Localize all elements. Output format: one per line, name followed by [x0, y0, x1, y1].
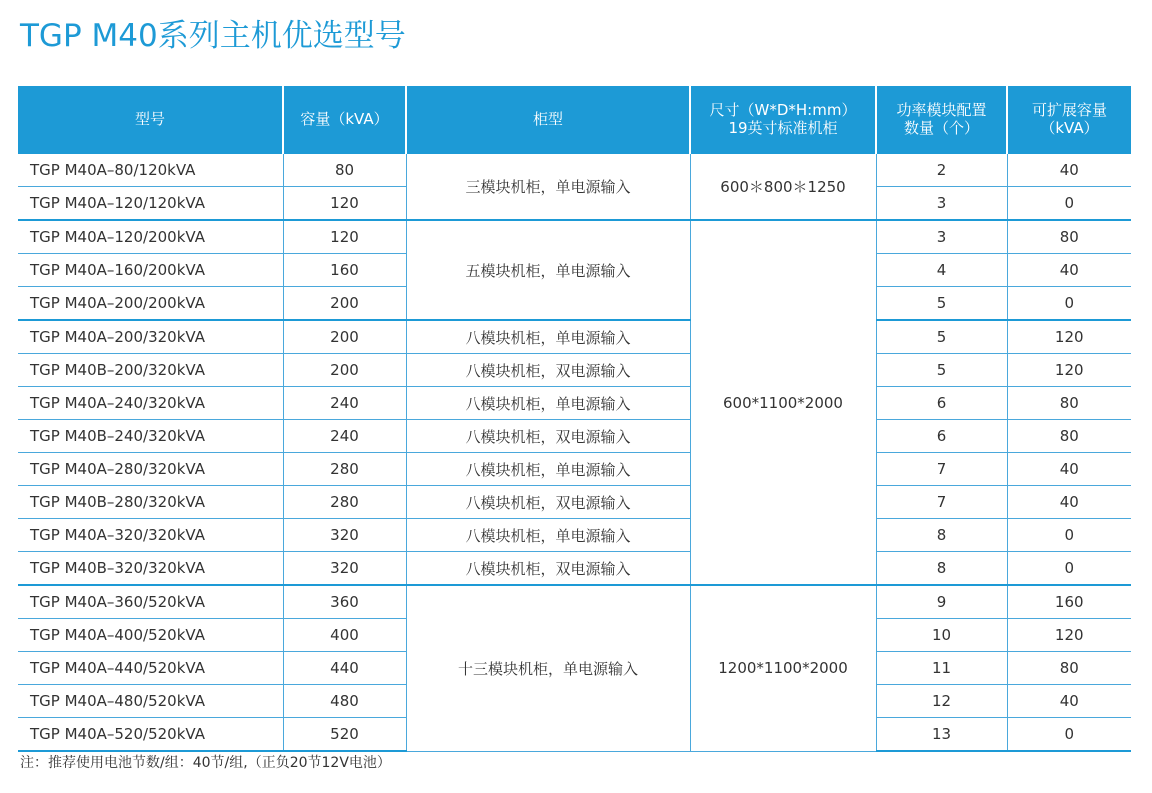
model-cell: TGP M40B–200/320kVA	[18, 354, 283, 387]
table-row	[18, 153, 1131, 187]
expand-cell: 160	[1007, 585, 1131, 619]
expand-cell: 120	[1007, 619, 1131, 652]
expand-cell: 0	[1007, 187, 1131, 221]
model-cell: TGP M40A–440/520kVA	[18, 652, 283, 685]
modules-cell: 8	[876, 519, 1007, 552]
model-cell: TGP M40A–360/520kVA	[18, 585, 283, 619]
model-cell: TGP M40A–160/200kVA	[18, 254, 283, 287]
header-expand-line2: （kVA）	[1040, 119, 1099, 137]
cabinet-cell: 八模块机柜，单电源输入	[406, 387, 690, 420]
footnote: 注：推荐使用电池节数/组：40节/组,（正负20节12V电池）	[20, 755, 391, 771]
expand-cell: 40	[1007, 685, 1131, 718]
table-row	[18, 387, 1131, 420]
header-modules	[876, 86, 1007, 153]
cabinet-cell: 八模块机柜，双电源输入	[406, 486, 690, 519]
expand-cell: 80	[1007, 652, 1131, 685]
header-model: 型号	[18, 86, 283, 153]
cabinet-cell: 八模块机柜，单电源输入	[406, 320, 690, 354]
model-cell: TGP M40A–240/320kVA	[18, 387, 283, 420]
header-modules-line1: 功率模块配置	[896, 101, 987, 119]
modules-cell: 5	[876, 287, 1007, 321]
model-cell: TGP M40A–200/320kVA	[18, 320, 283, 354]
header-expand	[1007, 86, 1131, 153]
model-cell: TGP M40A–400/520kVA	[18, 619, 283, 652]
expand-cell: 0	[1007, 718, 1131, 752]
table-row	[18, 220, 1131, 254]
cabinet-cell: 八模块机柜，单电源输入	[406, 519, 690, 552]
size-cell: 600＊800＊1250	[690, 153, 876, 220]
capacity-cell: 280	[283, 486, 406, 519]
model-cell: TGP M40B–240/320kVA	[18, 420, 283, 453]
expand-cell: 0	[1007, 287, 1131, 321]
table-header-row	[18, 86, 1131, 153]
page-title: TGP M40系列主机优选型号	[20, 18, 406, 54]
capacity-cell: 240	[283, 420, 406, 453]
capacity-cell: 240	[283, 387, 406, 420]
cabinet-cell: 五模块机柜，单电源输入	[406, 220, 690, 320]
model-cell: TGP M40A–520/520kVA	[18, 718, 283, 752]
expand-cell: 40	[1007, 153, 1131, 187]
expand-cell: 80	[1007, 220, 1131, 254]
header-expand-line1: 可扩展容量	[1031, 101, 1107, 119]
modules-cell: 5	[876, 320, 1007, 354]
modules-cell: 8	[876, 552, 1007, 586]
model-cell: TGP M40B–280/320kVA	[18, 486, 283, 519]
capacity-cell: 400	[283, 619, 406, 652]
model-cell: TGP M40A–120/120kVA	[18, 187, 283, 221]
modules-cell: 3	[876, 187, 1007, 221]
table-row	[18, 320, 1131, 354]
modules-cell: 12	[876, 685, 1007, 718]
modules-cell: 11	[876, 652, 1007, 685]
header-capacity: 容量（kVA）	[283, 86, 406, 153]
modules-cell: 7	[876, 486, 1007, 519]
header-size	[690, 86, 876, 153]
expand-cell: 120	[1007, 354, 1131, 387]
cabinet-cell: 十三模块机柜，单电源输入	[406, 585, 690, 751]
expand-cell: 40	[1007, 486, 1131, 519]
cabinet-cell: 八模块机柜，双电源输入	[406, 552, 690, 586]
model-cell: TGP M40A–320/320kVA	[18, 519, 283, 552]
table-row	[18, 552, 1131, 586]
model-table	[18, 86, 1131, 752]
size-cell: 600*1100*2000	[690, 220, 876, 585]
cabinet-cell: 八模块机柜，单电源输入	[406, 453, 690, 486]
expand-cell: 120	[1007, 320, 1131, 354]
table-row	[18, 453, 1131, 486]
model-cell: TGP M40B–320/320kVA	[18, 552, 283, 586]
modules-cell: 6	[876, 420, 1007, 453]
capacity-cell: 200	[283, 320, 406, 354]
model-cell: TGP M40A–280/320kVA	[18, 453, 283, 486]
header-cabinet: 柜型	[406, 86, 690, 153]
capacity-cell: 160	[283, 254, 406, 287]
capacity-cell: 120	[283, 187, 406, 221]
table-row	[18, 486, 1131, 519]
table-row	[18, 354, 1131, 387]
expand-cell: 80	[1007, 420, 1131, 453]
capacity-cell: 520	[283, 718, 406, 752]
table-row	[18, 519, 1131, 552]
capacity-cell: 200	[283, 354, 406, 387]
capacity-cell: 480	[283, 685, 406, 718]
modules-cell: 4	[876, 254, 1007, 287]
expand-cell: 0	[1007, 552, 1131, 586]
expand-cell: 80	[1007, 387, 1131, 420]
cabinet-cell: 八模块机柜，双电源输入	[406, 354, 690, 387]
capacity-cell: 320	[283, 519, 406, 552]
table-row	[18, 420, 1131, 453]
expand-cell: 40	[1007, 453, 1131, 486]
modules-cell: 5	[876, 354, 1007, 387]
header-size-line2: 19英寸标准机柜	[728, 119, 838, 137]
modules-cell: 3	[876, 220, 1007, 254]
header-size-line1: 尺寸（W*D*H:mm）	[709, 101, 857, 119]
capacity-cell: 320	[283, 552, 406, 586]
modules-cell: 10	[876, 619, 1007, 652]
model-cell: TGP M40A–80/120kVA	[18, 153, 283, 187]
modules-cell: 9	[876, 585, 1007, 619]
size-cell: 1200*1100*2000	[690, 585, 876, 751]
cabinet-cell: 三模块机柜，单电源输入	[406, 153, 690, 220]
modules-cell: 7	[876, 453, 1007, 486]
model-cell: TGP M40A–120/200kVA	[18, 220, 283, 254]
capacity-cell: 120	[283, 220, 406, 254]
model-cell: TGP M40A–200/200kVA	[18, 287, 283, 321]
modules-cell: 2	[876, 153, 1007, 187]
capacity-cell: 360	[283, 585, 406, 619]
capacity-cell: 440	[283, 652, 406, 685]
expand-cell: 0	[1007, 519, 1131, 552]
modules-cell: 6	[876, 387, 1007, 420]
header-modules-line2: 数量（个）	[903, 119, 979, 137]
capacity-cell: 200	[283, 287, 406, 321]
capacity-cell: 80	[283, 153, 406, 187]
modules-cell: 13	[876, 718, 1007, 752]
model-cell: TGP M40A–480/520kVA	[18, 685, 283, 718]
cabinet-cell: 八模块机柜，双电源输入	[406, 420, 690, 453]
expand-cell: 40	[1007, 254, 1131, 287]
table-row	[18, 585, 1131, 619]
capacity-cell: 280	[283, 453, 406, 486]
